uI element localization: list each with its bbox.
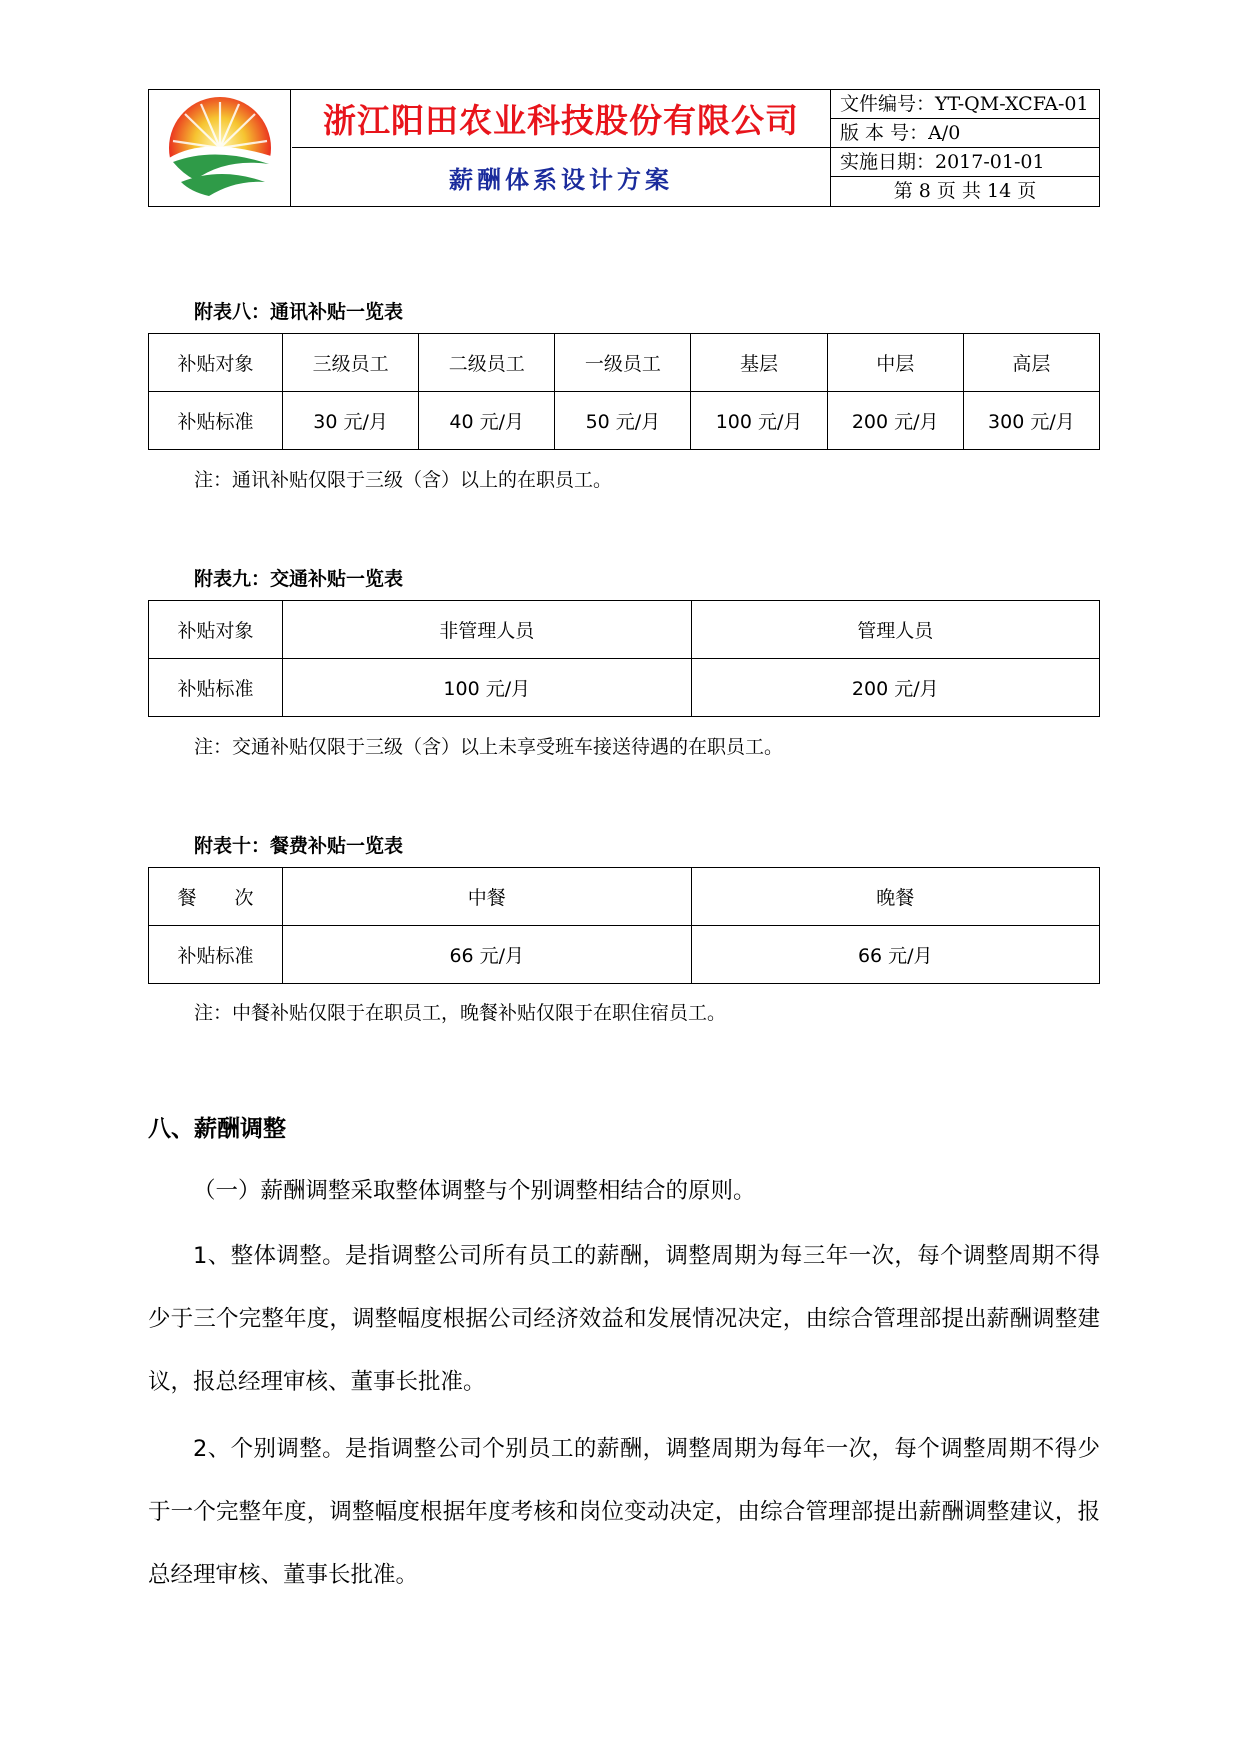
table-cell: 晚餐 bbox=[691, 868, 1100, 926]
company-name: 浙江阳田农业科技股份有限公司 bbox=[292, 90, 830, 148]
table-cell: 40 元/月 bbox=[419, 392, 555, 450]
table-cell: 200 元/月 bbox=[827, 392, 963, 450]
table9-caption: 附表九：交通补贴一览表 bbox=[194, 568, 404, 590]
table10-meal-allowance bbox=[148, 867, 1100, 984]
paragraph-text: （一）薪酬调整采取整体调整与个别调整相结合的原则。 bbox=[193, 1178, 756, 1204]
logo-cell bbox=[149, 90, 291, 206]
section-heading: 八、薪酬调整 bbox=[148, 1116, 286, 1142]
table-cell: 200 元/月 bbox=[691, 659, 1100, 717]
table-cell: 中层 bbox=[827, 334, 963, 392]
table10-note: 注：中餐补贴仅限于在职员工，晚餐补贴仅限于在职住宿员工。 bbox=[194, 1002, 727, 1024]
doc-page-info: 第 8 页 共 14 页 bbox=[893, 180, 1037, 202]
table-cell: 补贴标准 bbox=[149, 926, 283, 984]
company-logo-icon bbox=[165, 96, 275, 202]
table8-communication-allowance bbox=[148, 333, 1100, 450]
table-cell: 非管理人员 bbox=[283, 601, 692, 659]
table-cell: 66 元/月 bbox=[691, 926, 1100, 984]
table-cell: 补贴标准 bbox=[149, 659, 283, 717]
table-row bbox=[149, 868, 1100, 926]
document-title: 薪酬体系设计方案 bbox=[449, 165, 673, 194]
table-cell: 二级员工 bbox=[419, 334, 555, 392]
table-cell: 66 元/月 bbox=[283, 926, 692, 984]
table-cell: 高层 bbox=[963, 334, 1099, 392]
table-row bbox=[149, 601, 1100, 659]
table-cell: 100 元/月 bbox=[691, 392, 827, 450]
table-cell: 餐 次 bbox=[149, 868, 283, 926]
table-cell: 补贴标准 bbox=[149, 392, 283, 450]
paragraph-principle bbox=[148, 1160, 1100, 1223]
table-cell: 中餐 bbox=[283, 868, 692, 926]
table8-caption: 附表八：通讯补贴一览表 bbox=[194, 301, 404, 323]
paragraph-overall-adjustment bbox=[148, 1225, 1100, 1414]
table-cell: 基层 bbox=[691, 334, 827, 392]
table10-caption: 附表十：餐费补贴一览表 bbox=[194, 835, 404, 857]
table-row bbox=[149, 926, 1100, 984]
table-cell: 300 元/月 bbox=[963, 392, 1099, 450]
table-row bbox=[149, 659, 1100, 717]
table-row bbox=[149, 334, 1100, 392]
table9-transport-allowance bbox=[148, 600, 1100, 717]
table-cell: 30 元/月 bbox=[283, 392, 419, 450]
table-cell: 三级员工 bbox=[283, 334, 419, 392]
doc-number: 文件编号：YT-QM-XCFA-01 bbox=[831, 90, 1099, 119]
table-cell: 补贴对象 bbox=[149, 601, 283, 659]
table-cell: 管理人员 bbox=[691, 601, 1100, 659]
paragraph-text: 2、个别调整。是指调整公司个别员工的薪酬，调整周期为每年一次，每个调整周期不得少于一个完整年度，调整幅度根据年度考核和岗位变动决定，由综合管理部提出薪酬调整建议，报总经理审核、董事长批准。 bbox=[148, 1436, 1100, 1588]
table-cell: 补贴对象 bbox=[149, 334, 283, 392]
document-header bbox=[148, 89, 1100, 207]
table-cell: 100 元/月 bbox=[283, 659, 692, 717]
doc-version: 版 本 号：A/0 bbox=[831, 119, 1099, 148]
document-meta bbox=[830, 90, 1099, 206]
table8-note: 注：通讯补贴仅限于三级（含）以上的在职员工。 bbox=[194, 469, 613, 491]
paragraph-individual-adjustment bbox=[148, 1418, 1100, 1607]
table-cell: 50 元/月 bbox=[555, 392, 691, 450]
doc-effective-date: 实施日期：2017-01-01 bbox=[831, 148, 1099, 177]
table9-note: 注：交通补贴仅限于三级（含）以上未享受班车接送待遇的在职员工。 bbox=[194, 736, 784, 758]
paragraph-text: 1、整体调整。是指调整公司所有员工的薪酬，调整周期为每三年一次，每个调整周期不得少于三个完整年度，调整幅度根据公司经济效益和发展情况决定，由综合管理部提出薪酬调整建议，报总经理审核、董事长批准。 bbox=[148, 1243, 1100, 1395]
table-cell: 一级员工 bbox=[555, 334, 691, 392]
table-row bbox=[149, 392, 1100, 450]
